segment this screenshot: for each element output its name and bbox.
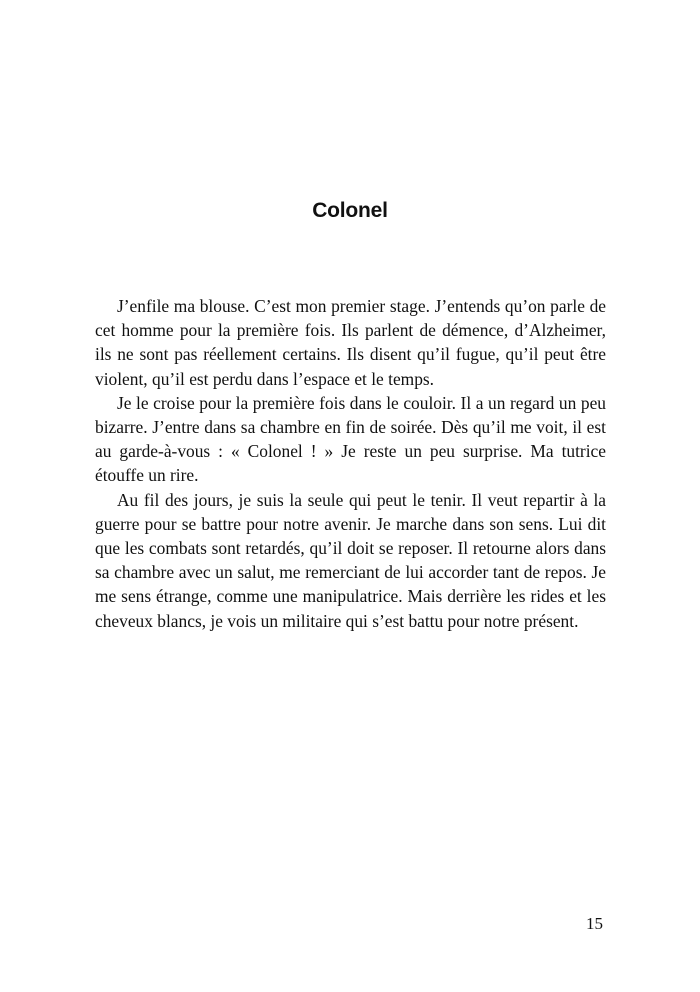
paragraph-2: Je le croise pour la première fois dans le couloir. Il a un regard un peu bizarre. J’entre dans sa chambre en fin de soirée. Dès qu’il me voit, il est au garde-à-vous : « Colonel ! » Je reste un peu surprise. Ma tutrice étouffe un rire. (95, 392, 606, 486)
chapter-body (95, 294, 606, 633)
chapter-title: Colonel (312, 199, 388, 222)
page-number: 15 (586, 914, 603, 933)
paragraph-1: J’enfile ma blouse. C’est mon premier stage. J’entends qu’on parle de cet homme pour la première fois. Ils parlent de démence, d’Alzheimer, ils ne sont pas réellement certains. Ils disent qu’il fugue, qu’il peut être violent, qu’il est perdu dans l’espace et le temps. (95, 296, 606, 389)
paragraph-3: Au fil des jours, je suis la seule qui peut le tenir. Il veut repartir à la guerre pour se battre pour notre avenir. Je marche dans son sens. Lui dit que les combats sont retardés, qu’il doit se reposer. Il retourne alors dans sa chambre avec un salut, me remerciant de lui accorder tant de repos. Je me sens étrange, comme une manipulatrice. Mais derrière les rides et les cheveux blancs, je vois un militaire qui s’est battu pour notre présent. (95, 489, 606, 631)
